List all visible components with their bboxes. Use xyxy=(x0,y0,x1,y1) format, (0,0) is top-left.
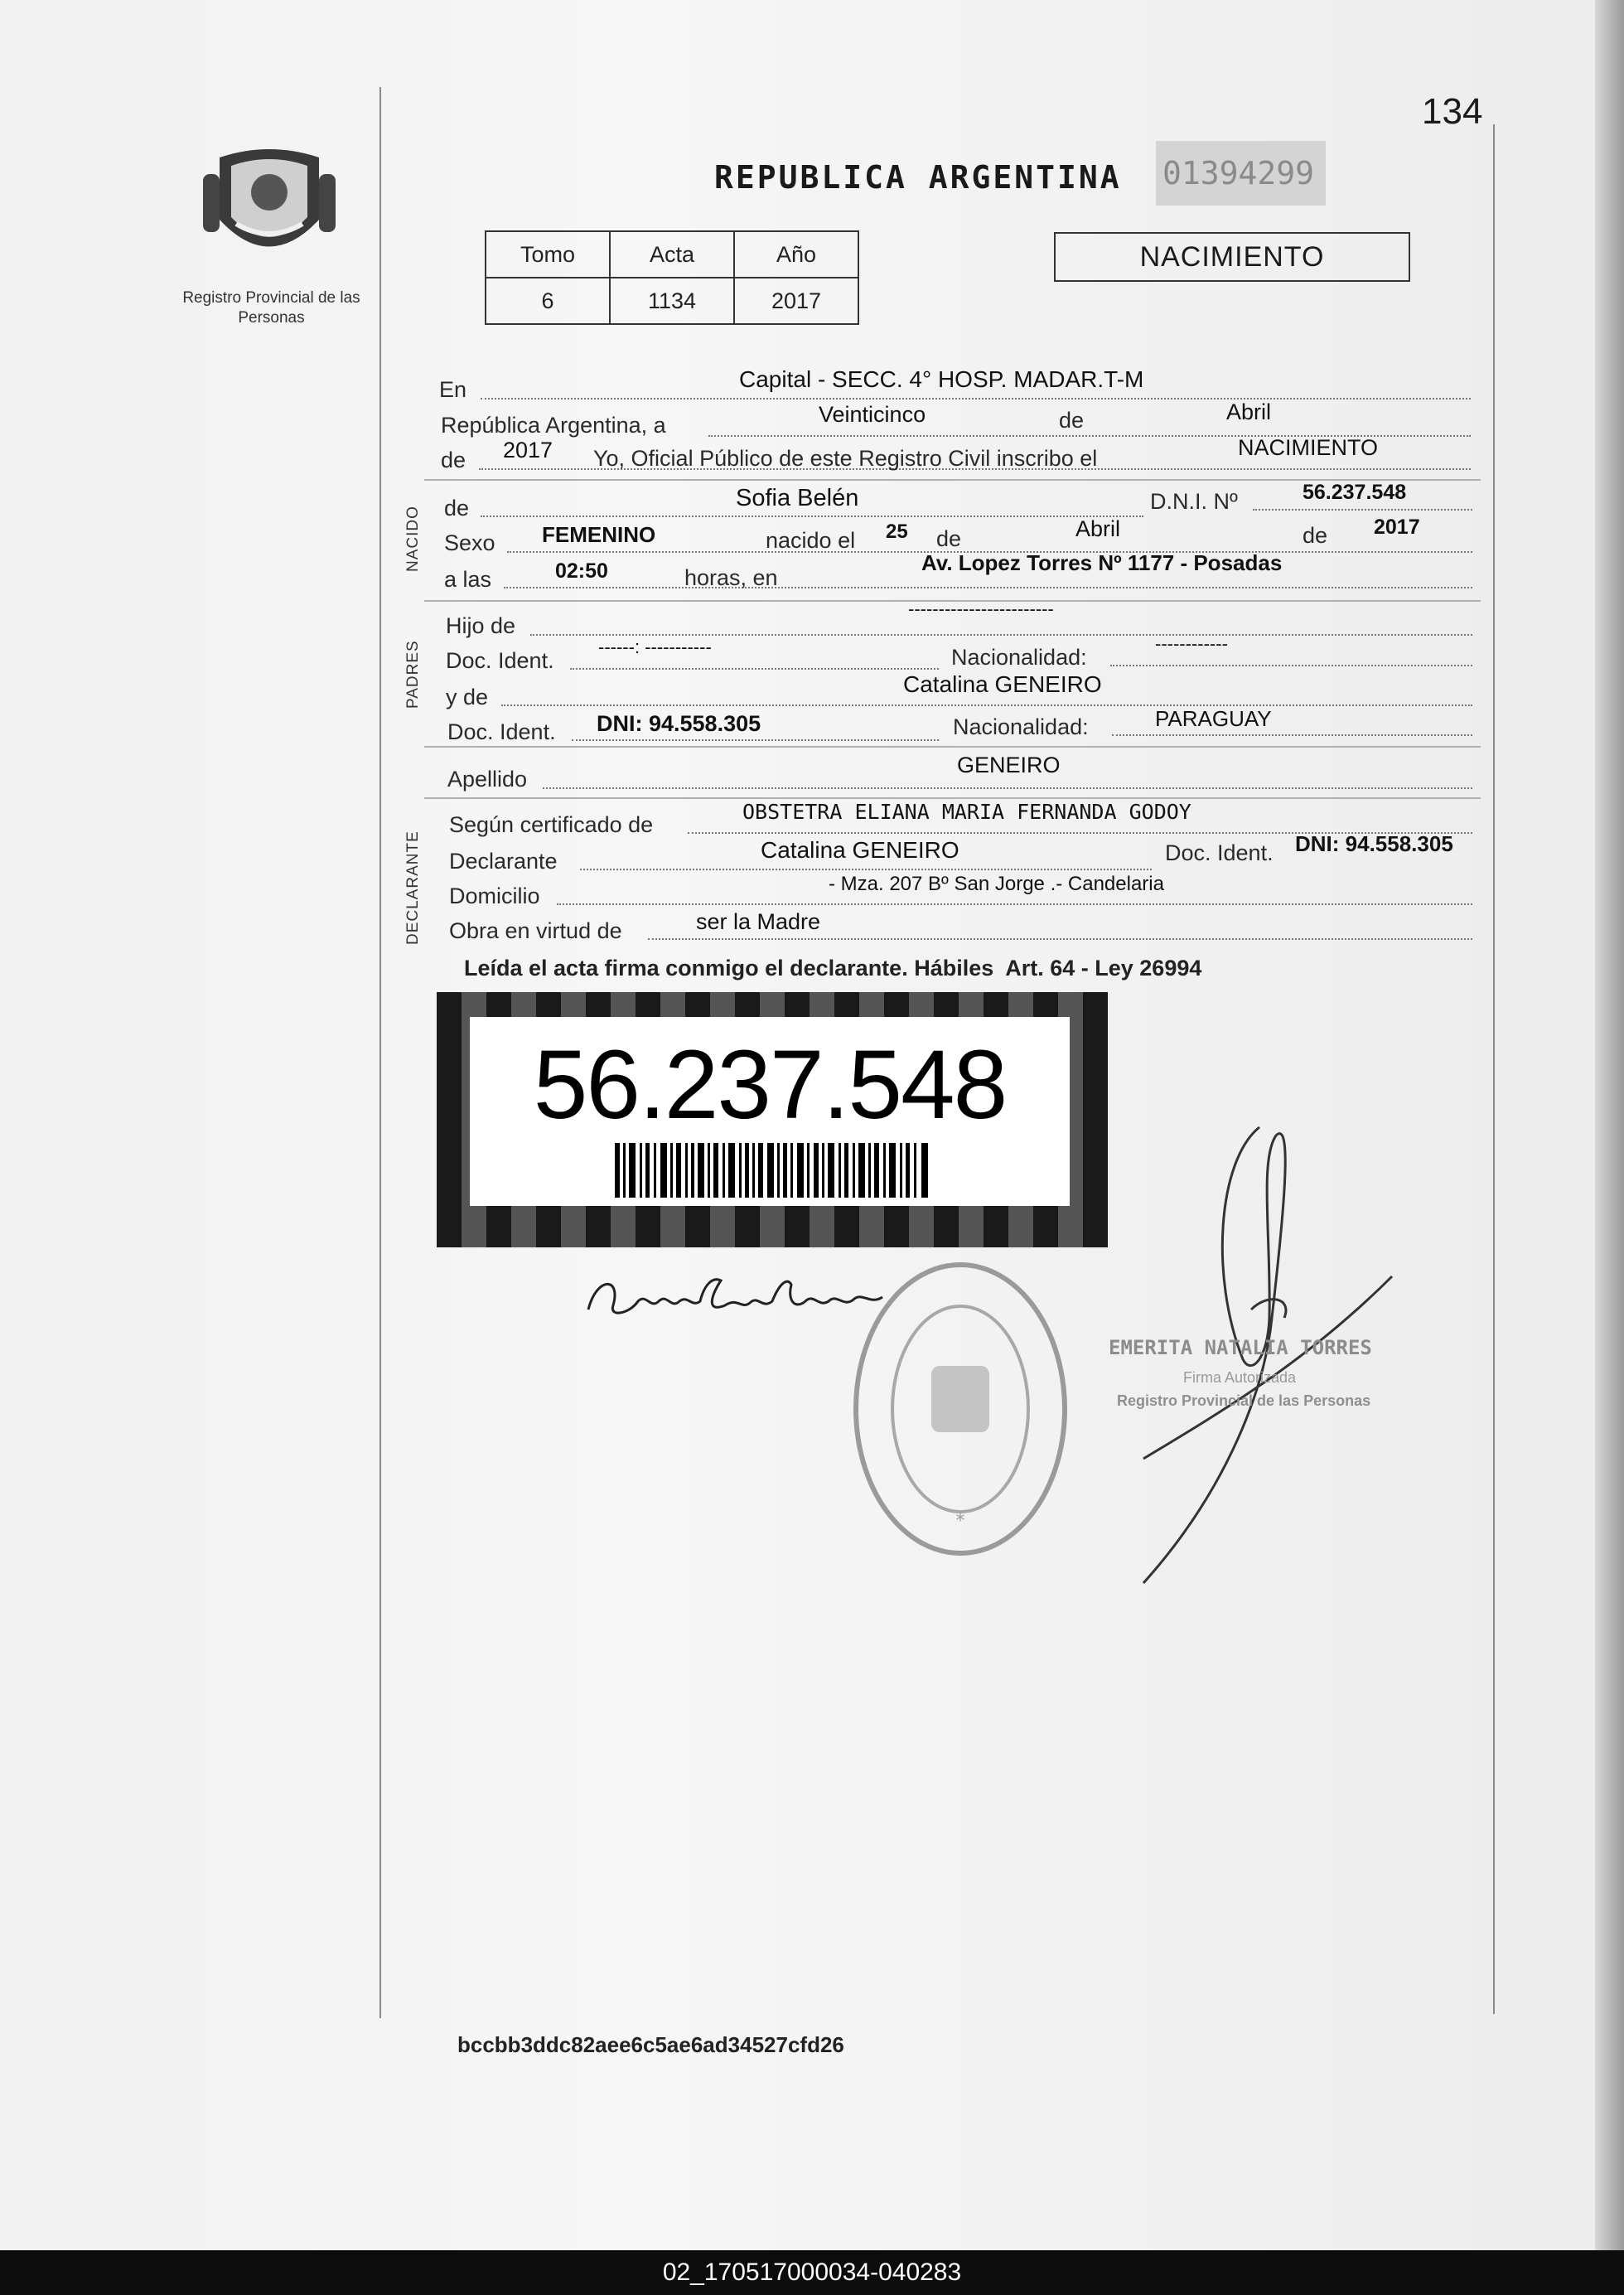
dotted-line xyxy=(557,903,1472,905)
barcode-number: 56.237.548 xyxy=(533,1030,1007,1140)
alas-label: a las xyxy=(444,567,492,592)
ref-header-acta: Acta xyxy=(610,231,734,278)
father-name: ------------------------ xyxy=(908,598,1054,619)
doc-ident-label: Doc. Ident. xyxy=(1165,840,1274,865)
section-label-parents: PADRES xyxy=(404,640,422,709)
ref-header-ano: Año xyxy=(734,231,858,278)
ref-value-acta: 1134 xyxy=(610,278,734,324)
dotted-line xyxy=(530,634,1472,636)
dotted-line xyxy=(580,869,1152,870)
de-label: de xyxy=(444,496,470,520)
document-hash: bccbb3ddc82aee6c5ae6ad34527cfd26 xyxy=(457,2032,844,2057)
obra-label: Obra en virtud de xyxy=(449,918,622,943)
registry-seal xyxy=(852,1260,1069,1558)
dotted-line xyxy=(1253,509,1472,511)
right-margin-line xyxy=(1493,124,1495,2014)
mother-doc: DNI: 94.558.305 xyxy=(597,711,761,736)
dotted-line xyxy=(481,516,1143,517)
ref-header-tomo: Tomo xyxy=(486,231,610,278)
birth-day: 25 xyxy=(886,520,908,543)
officer-text: Yo, Oficial Público de este Registro Civil inscribo el xyxy=(593,446,1098,471)
official-stamp-office: Registro Provincial de las Personas xyxy=(1117,1392,1371,1409)
footer-id-bar xyxy=(0,2250,1624,2295)
hijo-label: Hijo de xyxy=(446,613,516,638)
cert-label: Según certificado de xyxy=(449,812,654,837)
birth-place: Av. Lopez Torres Nº 1177 - Posadas xyxy=(921,550,1283,575)
country-heading: REPUBLICA ARGENTINA xyxy=(714,159,1122,196)
father-nationality: ------------ xyxy=(1155,633,1228,654)
svg-text:*: * xyxy=(955,1511,965,1532)
dotted-line xyxy=(504,587,1472,588)
page-number: 134 xyxy=(1422,91,1483,132)
declarant-name: Catalina GENEIRO xyxy=(761,837,959,863)
birth-time: 02:50 xyxy=(555,559,608,583)
footer-id: 02_170517000034-040283 xyxy=(662,2259,962,2286)
nacionalidad-label: Nacionalidad: xyxy=(951,645,1087,670)
nacido-label: nacido el xyxy=(766,528,856,553)
de-label: de xyxy=(1059,408,1085,433)
ref-value-tomo: 6 xyxy=(486,278,610,324)
serial-number: 01394299 xyxy=(1156,141,1326,206)
registration-month: Abril xyxy=(1226,399,1272,424)
sexo-label: Sexo xyxy=(444,530,495,555)
section-divider xyxy=(424,746,1481,748)
declarant-address: - Mza. 207 Bº San Jorge .- Candelaria xyxy=(829,873,1164,895)
dotted-line xyxy=(1112,734,1472,736)
section-divider xyxy=(424,797,1481,799)
dotted-line xyxy=(501,704,1472,706)
mother-name: Catalina GENEIRO xyxy=(903,671,1102,697)
mother-nationality: PARAGUAY xyxy=(1155,706,1272,731)
registry-logo-text: Registro Provincial de las Personas xyxy=(182,289,360,327)
page-edge-shadow xyxy=(1595,0,1624,2250)
horas-label: horas, en xyxy=(684,565,778,590)
registration-year: 2017 xyxy=(503,438,553,462)
father-doc: ------: ----------- xyxy=(598,637,712,657)
left-margin-line xyxy=(379,87,381,2018)
declarant-doc: DNI: 94.558.305 xyxy=(1295,831,1453,856)
dotted-line xyxy=(481,398,1471,399)
document-type: NACIMIENTO xyxy=(1054,232,1410,282)
official-stamp-title: Firma Autorizada xyxy=(1183,1369,1297,1386)
dotted-line xyxy=(570,668,939,670)
birth-month: Abril xyxy=(1075,516,1121,541)
barcode-label-inner xyxy=(470,1017,1070,1206)
certifier-name: OBSTETRA ELIANA MARIA FERNANDA GODOY xyxy=(742,800,1191,824)
ref-value-ano: 2017 xyxy=(734,278,858,324)
republica-label: República Argentina, a xyxy=(441,413,666,438)
barcode-label xyxy=(437,992,1108,1247)
dotted-line xyxy=(1110,665,1472,666)
en-label: En xyxy=(439,377,467,402)
registry-logo xyxy=(203,141,336,278)
dotted-line xyxy=(543,787,1472,789)
child-name: Sofia Belén xyxy=(736,485,859,511)
child-dni: 56.237.548 xyxy=(1303,481,1407,504)
reference-table xyxy=(485,230,859,325)
surname-value: GENEIRO xyxy=(957,753,1061,777)
closing-statement: Leída el acta firma conmigo el declarante. Hábiles Art. 64 - Ley 26994 xyxy=(464,956,1202,980)
barcode-bars xyxy=(615,1143,930,1198)
declarant-relation: ser la Madre xyxy=(696,909,821,934)
declarante-label: Declarante xyxy=(449,849,558,874)
section-label-declarant: DECLARANTE xyxy=(404,830,422,945)
yde-label: y de xyxy=(446,685,489,709)
apellido-label: Apellido xyxy=(447,767,528,792)
nacionalidad-label: Nacionalidad: xyxy=(953,714,1089,739)
child-sex: FEMENINO xyxy=(542,522,656,547)
declarant-signature xyxy=(580,1260,895,1334)
section-label-born: NACIDO xyxy=(404,506,422,572)
event-type: NACIMIENTO xyxy=(1238,435,1379,460)
domicilio-label: Domicilio xyxy=(449,884,540,908)
place-of-registration: Capital - SECC. 4° HOSP. MADAR.T-M xyxy=(739,366,1144,392)
de-label: de xyxy=(1303,523,1328,548)
dotted-line xyxy=(648,938,1472,940)
doc-ident-label: Doc. Ident. xyxy=(446,648,554,673)
de-label: de xyxy=(441,448,466,472)
birth-year: 2017 xyxy=(1374,516,1420,539)
official-stamp-name: EMERITA NATALIA TORRES xyxy=(1109,1336,1372,1359)
dotted-line xyxy=(572,739,939,741)
doc-ident-label: Doc. Ident. xyxy=(447,719,556,744)
de-label: de xyxy=(936,526,962,551)
dni-label: D.N.I. Nº xyxy=(1150,489,1238,514)
registration-day: Veinticinco xyxy=(819,402,926,427)
